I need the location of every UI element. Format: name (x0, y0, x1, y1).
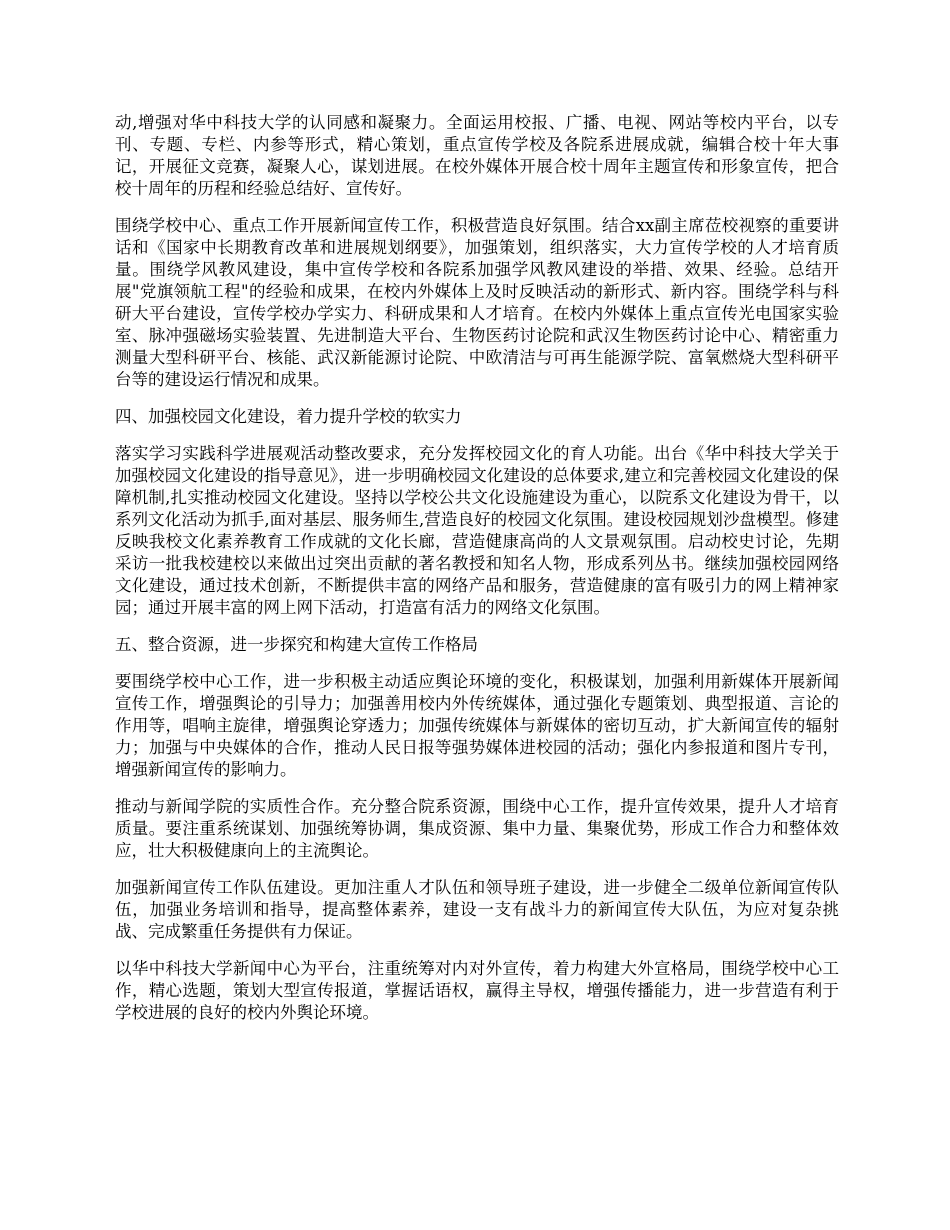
paragraph: 以华中科技大学新闻中心为平台，注重统筹对内对外宣传，着力构建大外宣格局，围绕学校中心工作，精心选题，策划大型宣传报道，掌握话语权，赢得主导权，增强传播能力，进一步营造有利于学校进展的良好的校内外舆论环境。 (115, 959, 839, 1022)
section-heading: 五、整合资源，进一步探究和构建大宣传工作格局 (115, 635, 478, 654)
paragraph: 要围绕学校中心工作，进一步积极主动适应舆论环境的变化，积极谋划，加强利用新媒体开展新闻宣传工作，增强舆论的引导力；加强善用校内外传统媒体，通过强化专题策划、典型报道、言论的作用等，唱响主旋律，增强舆论穿透力；加强传统媒体与新媒体的密切互动，扩大新闻宣传的辐射力；加强与中央媒体的合作，推动人民日报等强势媒体进校园的活动；强化内参报道和图片专刊，增强新闻宣传的影响力。 (115, 672, 839, 779)
paragraph: 推动与新闻学院的实质性合作。充分整合院系资源，围绕中心工作，提升宣传效果，提升人才培育质量。要注重系统谋划、加强统筹协调，集成资源、集中力量、集聚优势，形成工作合力和整体效应，壮大积极健康向上的主流舆论。 (115, 797, 839, 860)
section-heading: 四、加强校园文化建设，着力提升学校的软实力 (115, 407, 462, 426)
document-body (115, 112, 839, 1039)
paragraph: 围绕学校中心、重点工作开展新闻宣传工作，积极营造良好氛围。结合xx副主席莅校视察的重要讲话和《国家中长期教育改革和进展规划纲要》，加强策划，组织落实，大力宣传学校的人才培育质量。围绕学风教风建设，集中宣传学校和各院系加强学风教风建设的举措、效果、经验。总结开展"党旗领航工程"的经验和成果，在校内外媒体上及时反映活动的新形式、新内容。围绕学科与科研大平台建设，宣传学校办学实力、科研成果和人才培育。在校内外媒体上重点宣传光电国家实验室、脉冲强磁场实验装置、先进制造大平台、生物医药讨论院和武汉生物医药讨论中心、精密重力测量大型科研平台、核能、武汉新能源讨论院、中欧清洁与可再生能源学院、富氧燃烧大型科研平台等的建设运行情况和成果。 (115, 216, 839, 389)
paragraph: 动,增强对华中科技大学的认同感和凝聚力。全面运用校报、广播、电视、网站等校内平台，以专刊、专题、专栏、内参等形式，精心策划，重点宣传学校及各院系进展成就，编辑合校十年大事记，开展征文竞赛，凝聚人心，谋划进展。在校外媒体开展合校十周年主题宣传和形象宣传，把合校十周年的历程和经验总结好、宣传好。 (115, 113, 839, 198)
paragraph: 落实学习实践科学进展观活动整改要求，充分发挥校园文化的育人功能。出台《华中科技大学关于加强校园文化建设的指导意见》，进一步明确校园文化建设的总体要求,建立和完善校园文化建设的保障机制,扎实推动校园文化建设。坚持以学校公共文化设施建设为重心，以院系文化建设为骨干，以系列文化活动为抓手,面对基层、服务师生,营造良好的校园文化氛围。建设校园规划沙盘模型。修建反映我校文化素养教育工作成就的文化长廊，营造健康高尚的人文景观氛围。启动校史讨论，先期采访一批我校建校以来做出过突出贡献的著名教授和知名人物，形成系列丛书。继续加强校园网络文化建设，通过技术创新，不断提供丰富的网络产品和服务，营造健康的富有吸引力的网上精神家园；通过开展丰富的网上网下活动，打造富有活力的网络文化氛围。 (115, 444, 839, 617)
paragraph: 加强新闻宣传工作队伍建设。更加注重人才队伍和领导班子建设，进一步健全二级单位新闻宣传队伍，加强业务培训和指导，提高整体素养，建设一支有战斗力的新闻宣传大队伍，为应对复杂挑战、完成繁重任务提供有力保证。 (115, 878, 839, 941)
